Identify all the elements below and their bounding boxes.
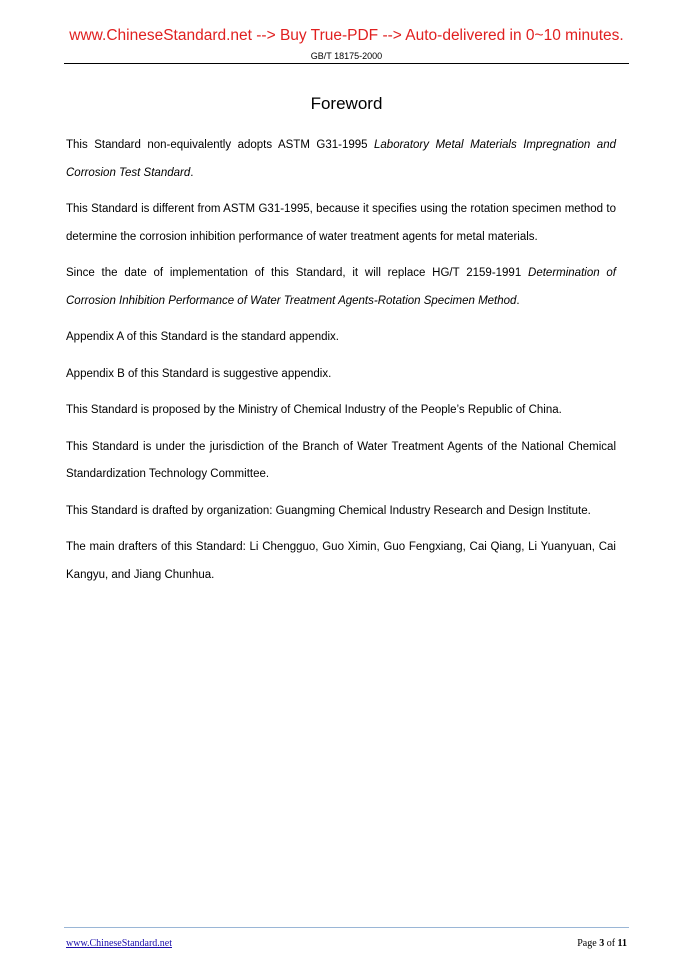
paragraph-appendix-a: Appendix A of this Standard is the standard appendix. xyxy=(66,331,339,343)
footer-divider xyxy=(64,927,629,928)
paragraph-replacement: Since the date of implementation of this Standard, it will replace HG/T 2159-1991 Determination of Corrosion Inhibition Performance of Water Treatment Agents-Rotation Specimen Method. xyxy=(66,267,616,307)
paragraph-drafting-organization: This Standard is drafted by organization: Guangming Chemical Industry Research and Design Institute. xyxy=(66,504,591,517)
paragraph-appendix-b: Appendix B of this Standard is suggestive appendix. xyxy=(66,367,332,380)
paragraph-difference: This Standard is different from ASTM G31-1995, because it specifies using the rotation specimen method to determine the corrosion inhibition performance of water treatment agents for metal materials. xyxy=(66,203,616,243)
header-divider xyxy=(64,63,629,64)
page-title: Foreword xyxy=(310,94,383,113)
standard-code: GB/T 18175-2000 xyxy=(310,51,383,61)
footer-website-link[interactable]: www.ChineseStandard.net xyxy=(66,938,172,949)
paragraph-drafters: The main drafters of this Standard: Li Chengguo, Guo Ximin, Guo Fengxiang, Cai Qiang, Li Yuanyuan, Cai Kangyu, and Jiang Chunhua. xyxy=(66,541,616,581)
paragraph-proposer: This Standard is proposed by the Ministry of Chemical Industry of the People’s Republic of China. xyxy=(66,404,562,416)
document-body xyxy=(66,132,616,598)
paragraph-jurisdiction: This Standard is under the jurisdiction of the Branch of Water Treatment Agents of the National Chemical Standardization Technology Committee. xyxy=(66,440,616,480)
current-page: 3 xyxy=(599,938,605,949)
page-number: Page 3 of 11 xyxy=(577,938,627,949)
promo-banner-link[interactable]: www.ChineseStandard.net --> Buy True-PDF --> Auto-delivered in 0~10 minutes. xyxy=(69,27,624,44)
total-pages: 11 xyxy=(617,938,627,949)
paragraph-adoption: This Standard non-equivalently adopts ASTM G31-1995 Laboratory Metal Materials Impregnation and Corrosion Test Standard. xyxy=(66,139,616,179)
replaced-standard-title: Determination of Corrosion Inhibition Performance of Water Treatment Agents-Rotation Specimen Method xyxy=(66,267,616,307)
referenced-standard-title: Laboratory Metal Materials Impregnation and Corrosion Test Standard xyxy=(66,139,616,179)
